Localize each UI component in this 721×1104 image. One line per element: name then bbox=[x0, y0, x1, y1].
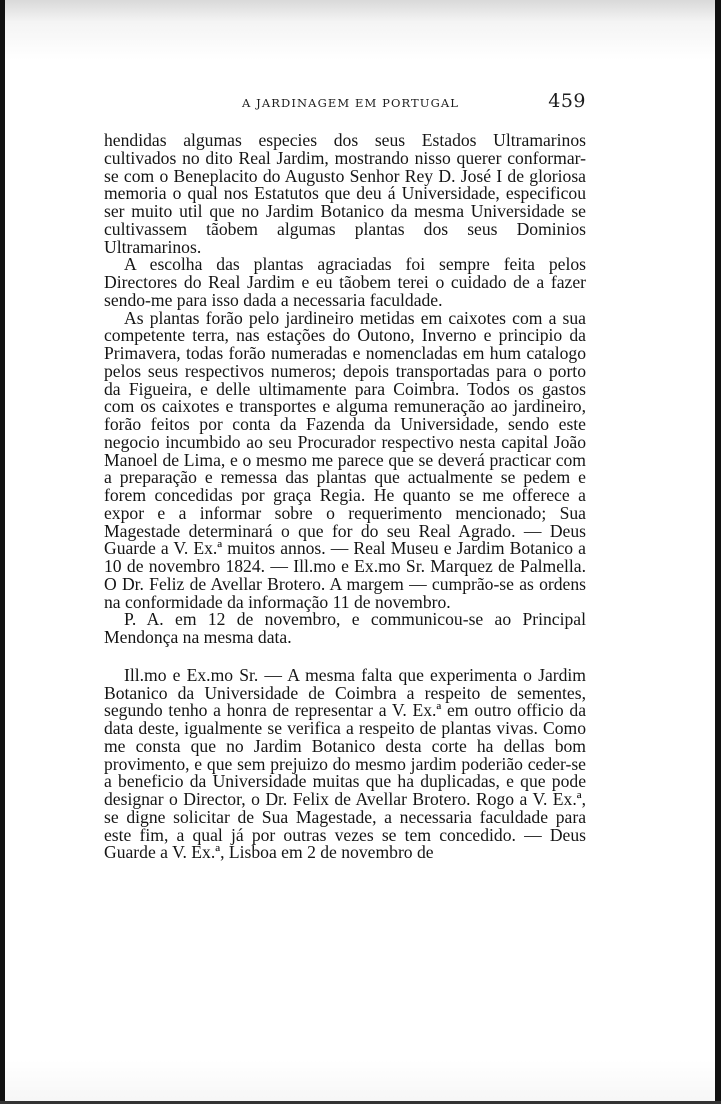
paragraph-transport: As plantas forão pelo jardineiro metidas em caixotes com a sua competente terra, nas estações do Outono, Inverno e principio da Primavera, todas forão numeradas e nomencladas em hum catalogo pelos seus respectivos numeros; depois transportadas para o porto da Figueira, e delle ultimamente para Coimbra. Todos os gastos com os caixotes e transportes e alguma remuneração ao jardineiro, forão feitos por conta da Fazenda da Universidade, sendo este negocio incumbido ao seu Procurador respectivo nesta capital João Manoel de Lima, e o mesmo me parece que se deverá practicar com a preparação e remessa das plantas que actualmente se pedem e forem concedidas por graça Regia. He quanto se me offerece a expor e a informar sobre o requerimento mencionado; Sua Magestade determinará o que for do seu Real Agrado. — Deus Guarde a V. Ex.ª muitos annos. — Real Museu e Jardim Botanico a 10 de novembro 1824. — Ill.mo e Ex.mo Sr. Marquez de Palmella. O Dr. Feliz de Avellar Brotero. A margem — cumprão-se as ordens na conformidade da informação 11 de novembro. bbox=[104, 307, 586, 612]
body-text bbox=[104, 132, 586, 862]
paragraph-letter: Ill.mo e Ex.mo Sr. — A mesma falta que experimenta o Jardim Botanico da Universidade de Coimbra a respeito de sementes, segundo tenho a honra de representar a V. Ex.ª em outro officio da data deste, igualmente se verifica a respeito de plantas vivas. Como me consta que no Jardim Botanico desta corte ha dellas bom provimento, e que sem prejuizo do mesmo jardim poderião ceder-se a beneficio da Universidade muitas que ha duplicadas, e que pode designar o Director, o Dr. Felix de Avellar Brotero. Rogo a V. Ex.ª, se digne solicitar de Sua Magestade, a necessaria faculdade para este fim, a qual já por outras vezes se tem concedido. — Deus Guarde a V. Ex.ª, Lisboa em 2 de novembro de bbox=[104, 664, 586, 863]
scan-edge-right bbox=[715, 0, 721, 1104]
page-number: 459 bbox=[548, 90, 586, 112]
scan-edge-left bbox=[0, 0, 5, 1104]
running-title: A JARDINAGEM EM PORTUGAL bbox=[242, 96, 460, 110]
paragraph-dispatch-note: P. A. em 12 de novembro, e communicou-se ao Principal Mendonça na mesma data. bbox=[104, 609, 586, 647]
paragraph-continuation: hendidas algumas especies dos seus Estados Ultramarinos cultivados no dito Real Jardim, mostrando nisso querer conformar-se com o Beneplacito do Augusto Senhor Rey D. José I de gloriosa memoria o qual nos Estatutos que deu á Universidade, especificou ser muito util que no Jardim Botanico da mesma Universidade se cultivassem tãobem algumas plantas dos seus Dominios Ultramarinos. bbox=[104, 130, 586, 257]
running-head bbox=[104, 92, 586, 116]
paragraph-plant-selection: A escolha das plantas agraciadas foi sempre feita pelos Directores do Real Jardim e eu tãobem terei o cuidado de a fazer sendo-me para isso dada a necessaria faculdade. bbox=[104, 254, 586, 310]
